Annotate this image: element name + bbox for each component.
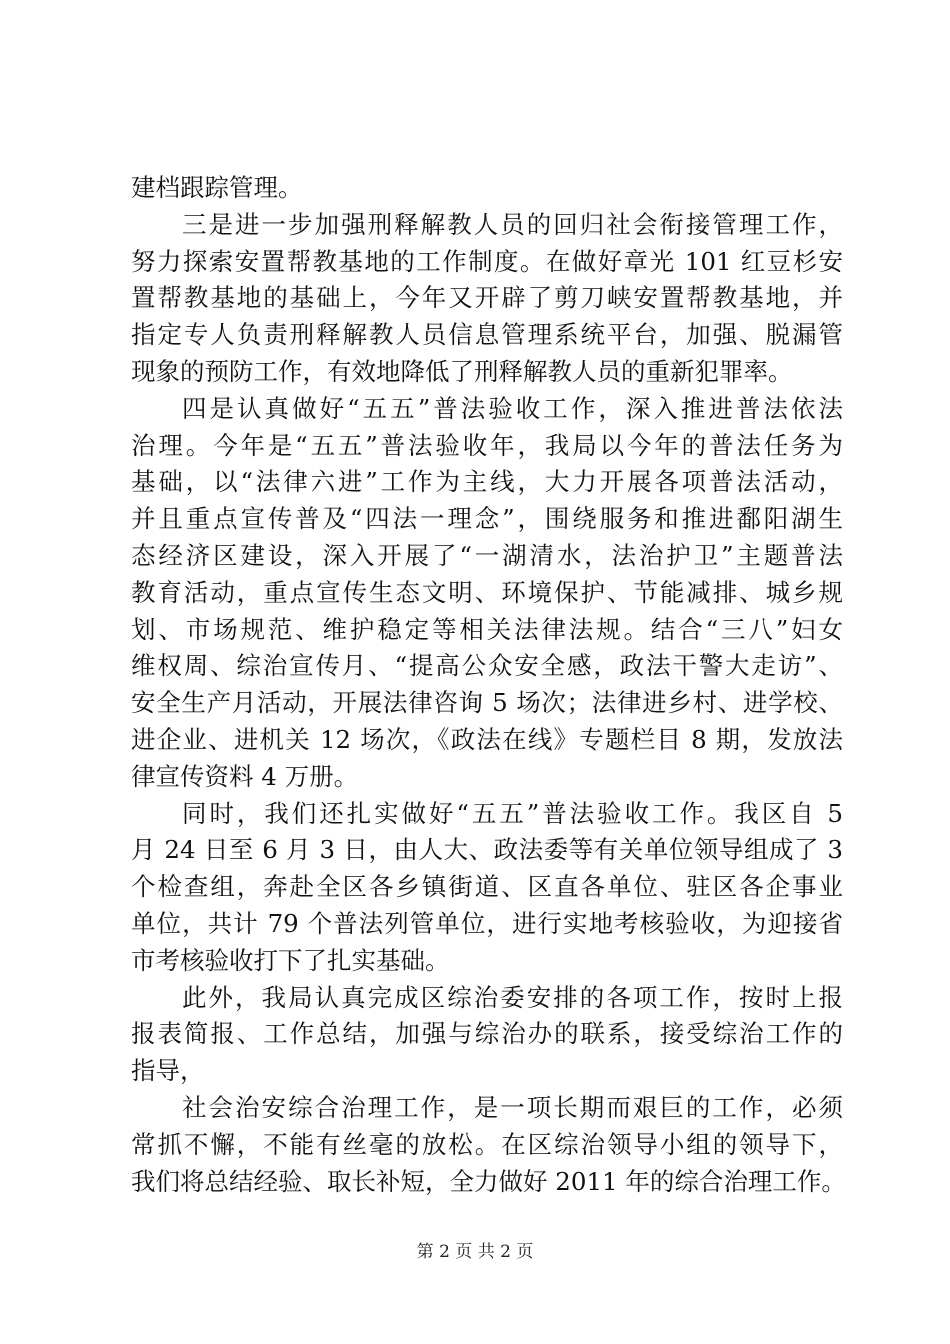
text-line: 进企业、进机关 12 场次，《政法在线》专题栏目 8 期，发放法 bbox=[131, 724, 843, 754]
text-line: 月 24 日至 6 月 3 日，由人大、政法委等有关单位领导组成了 3 bbox=[131, 835, 843, 865]
text-line: 建档跟踪管理。 bbox=[131, 173, 303, 202]
text-line: 努力探索安置帮教基地的工作制度。在做好章光 101 红豆杉安 bbox=[131, 246, 843, 276]
text-line: 划、市场规范、维护稳定等相关法律法规。结合“三八”妇女 bbox=[131, 614, 843, 644]
page-footer: 第 2 页 共 2 页 bbox=[416, 1242, 534, 1262]
text-line: 常抓不懈，不能有丝毫的放松。在区综治领导小组的领导下， bbox=[131, 1129, 843, 1159]
text-line: 我们将总结经验、取长补短，全力做好 2011 年的综合治理工作。 bbox=[131, 1166, 846, 1196]
text-line: 单位，共计 79 个普法列管单位，进行实地考核验收，为迎接省 bbox=[131, 908, 843, 938]
text-line: 指导， bbox=[131, 1056, 205, 1086]
text-line: 置帮教基地的基础上，今年又开辟了剪刀峡安置帮教基地，并 bbox=[131, 283, 843, 313]
document-body bbox=[131, 170, 846, 1200]
text-line: 市考核验收打下了扎实基础。 bbox=[131, 945, 450, 975]
text-line: 此外，我局认真完成区综治委安排的各项工作，按时上报 bbox=[182, 982, 843, 1012]
text-line: 基础，以“法律六进”工作为主线，大力开展各项普法活动， bbox=[131, 467, 843, 497]
text-line: 四是认真做好“五五”普法验收工作，深入推进普法依法 bbox=[182, 393, 843, 423]
text-line: 态经济区建设，深入开展了“一湖清水，法治护卫”主题普法 bbox=[131, 540, 843, 570]
text-line: 现象的预防工作，有效地降低了刑释解教人员的重新犯罪率。 bbox=[131, 356, 793, 386]
text-line: 安全生产月活动，开展法律咨询 5 场次；法律进乡村、进学校、 bbox=[131, 688, 843, 718]
text-line: 治理。今年是“五五”普法验收年，我局以今年的普法任务为 bbox=[131, 430, 843, 460]
text-line: 社会治安综合治理工作，是一项长期而艰巨的工作，必须 bbox=[182, 1092, 843, 1122]
text-line: 并且重点宣传普及“四法一理念”，围绕服务和推进鄱阳湖生 bbox=[131, 504, 843, 534]
text-line: 教育活动，重点宣传生态文明、环境保护、节能减排、城乡规 bbox=[131, 577, 843, 607]
text-line: 个检查组，奔赴全区各乡镇街道、区直各单位、驻区各企事业 bbox=[131, 872, 843, 902]
text-line: 报表简报、工作总结，加强与综治办的联系，接受综治工作的 bbox=[131, 1019, 843, 1049]
text-line: 维权周、综治宣传月、“提高公众安全感，政法干警大走访”、 bbox=[131, 651, 843, 681]
text-line: 三是进一步加强刑释解教人员的回归社会衔接管理工作， bbox=[182, 209, 843, 239]
text-line: 律宣传资料 4 万册。 bbox=[131, 761, 359, 791]
text-line: 指定专人负责刑释解教人员信息管理系统平台，加强、脱漏管 bbox=[131, 320, 843, 350]
text-line: 同时，我们还扎实做好“五五”普法验收工作。我区自 5 bbox=[182, 798, 843, 828]
